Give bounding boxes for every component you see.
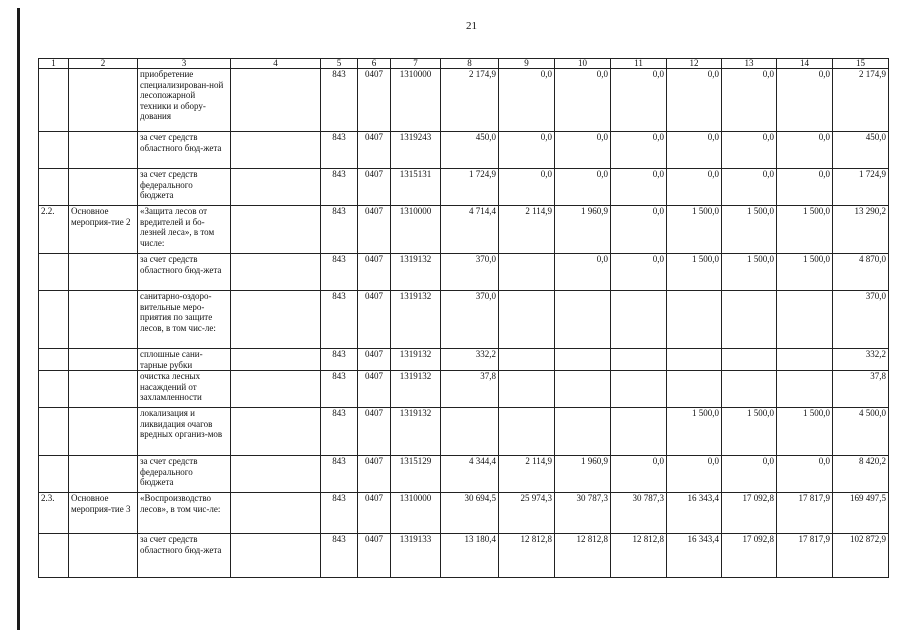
year-amount-cell: 0,0 — [722, 69, 777, 132]
year-amount-cell: 30 787,3 — [611, 493, 667, 534]
total-amount-cell: 13 290,2 — [833, 206, 889, 254]
total-amount-cell: 102 872,9 — [833, 534, 889, 578]
row-number-cell — [39, 534, 69, 578]
year-amount-cell — [777, 291, 833, 349]
executor-cell — [231, 169, 321, 206]
year-amount-cell: 1 500,0 — [667, 408, 722, 456]
ministry-code-cell: 843 — [321, 493, 358, 534]
year-amount-cell: 0,0 — [611, 69, 667, 132]
year-amount-cell: 0,0 — [499, 169, 555, 206]
year-amount-cell: 0,0 — [499, 69, 555, 132]
ministry-code-cell: 843 — [321, 206, 358, 254]
table-row — [39, 349, 889, 371]
year-amount-cell: 2 174,9 — [441, 69, 499, 132]
table-row — [39, 534, 889, 578]
year-amount-cell — [667, 371, 722, 408]
executor-cell — [231, 534, 321, 578]
year-amount-cell: 1 500,0 — [777, 206, 833, 254]
year-amount-cell: 1 960,9 — [555, 206, 611, 254]
target-code-cell: 1319243 — [391, 132, 441, 169]
section-code-cell: 0407 — [358, 206, 391, 254]
ministry-code-cell: 843 — [321, 169, 358, 206]
year-amount-cell: 450,0 — [441, 132, 499, 169]
year-amount-cell — [555, 291, 611, 349]
column-header: 8 — [441, 59, 499, 69]
target-code-cell: 1319132 — [391, 254, 441, 291]
total-amount-cell: 169 497,5 — [833, 493, 889, 534]
section-code-cell: 0407 — [358, 69, 391, 132]
target-code-cell: 1315131 — [391, 169, 441, 206]
activity-name-cell — [69, 371, 138, 408]
table-row — [39, 206, 889, 254]
table-row — [39, 254, 889, 291]
target-code-cell: 1319132 — [391, 349, 441, 371]
year-amount-cell: 0,0 — [777, 456, 833, 493]
year-amount-cell: 370,0 — [441, 291, 499, 349]
activity-name-cell — [69, 169, 138, 206]
row-number-cell — [39, 371, 69, 408]
description-cell: санитарно-оздоро-вительные меро-приятия по защите лесов, в том чис-ле: — [138, 291, 231, 349]
year-amount-cell — [499, 408, 555, 456]
year-amount-cell: 12 812,8 — [611, 534, 667, 578]
row-number-cell: 2.3. — [39, 493, 69, 534]
year-amount-cell — [611, 408, 667, 456]
total-amount-cell: 1 724,9 — [833, 169, 889, 206]
year-amount-cell: 0,0 — [722, 169, 777, 206]
ministry-code-cell: 843 — [321, 254, 358, 291]
target-code-cell: 1319132 — [391, 408, 441, 456]
activity-name-cell: Основное мероприя-тие 3 — [69, 493, 138, 534]
description-cell: за счет средств областного бюд-жета — [138, 132, 231, 169]
year-amount-cell: 17 092,8 — [722, 493, 777, 534]
year-amount-cell: 332,2 — [441, 349, 499, 371]
column-header: 13 — [722, 59, 777, 69]
column-header: 3 — [138, 59, 231, 69]
total-amount-cell: 450,0 — [833, 132, 889, 169]
budget-table-body — [39, 69, 889, 578]
budget-table — [38, 58, 889, 578]
year-amount-cell — [499, 349, 555, 371]
executor-cell — [231, 349, 321, 371]
year-amount-cell: 13 180,4 — [441, 534, 499, 578]
executor-cell — [231, 291, 321, 349]
section-code-cell: 0407 — [358, 132, 391, 169]
description-cell: очистка лесных насаждений от захламленности — [138, 371, 231, 408]
year-amount-cell: 1 500,0 — [722, 254, 777, 291]
year-amount-cell: 0,0 — [555, 132, 611, 169]
column-number-row — [39, 59, 889, 69]
year-amount-cell: 1 960,9 — [555, 456, 611, 493]
year-amount-cell: 37,8 — [441, 371, 499, 408]
year-amount-cell: 0,0 — [555, 169, 611, 206]
year-amount-cell: 0,0 — [777, 69, 833, 132]
row-number-cell: 2.2. — [39, 206, 69, 254]
section-code-cell: 0407 — [358, 493, 391, 534]
executor-cell — [231, 456, 321, 493]
table-row — [39, 291, 889, 349]
ministry-code-cell: 843 — [321, 69, 358, 132]
year-amount-cell: 4 714,4 — [441, 206, 499, 254]
description-cell: «Воспроизводство лесов», в том чис-ле: — [138, 493, 231, 534]
column-header: 11 — [611, 59, 667, 69]
activity-name-cell — [69, 534, 138, 578]
year-amount-cell: 17 092,8 — [722, 534, 777, 578]
year-amount-cell: 12 812,8 — [499, 534, 555, 578]
section-code-cell: 0407 — [358, 534, 391, 578]
total-amount-cell: 332,2 — [833, 349, 889, 371]
row-number-cell — [39, 408, 69, 456]
table-row — [39, 408, 889, 456]
table-row — [39, 456, 889, 493]
year-amount-cell — [499, 254, 555, 291]
year-amount-cell — [777, 371, 833, 408]
year-amount-cell: 17 817,9 — [777, 493, 833, 534]
year-amount-cell: 0,0 — [667, 169, 722, 206]
year-amount-cell — [555, 349, 611, 371]
target-code-cell: 1319133 — [391, 534, 441, 578]
column-header: 14 — [777, 59, 833, 69]
year-amount-cell — [441, 408, 499, 456]
activity-name-cell — [69, 456, 138, 493]
year-amount-cell: 25 974,3 — [499, 493, 555, 534]
activity-name-cell — [69, 254, 138, 291]
target-code-cell: 1319132 — [391, 371, 441, 408]
total-amount-cell: 4 500,0 — [833, 408, 889, 456]
ministry-code-cell: 843 — [321, 349, 358, 371]
year-amount-cell — [611, 349, 667, 371]
column-header: 5 — [321, 59, 358, 69]
executor-cell — [231, 493, 321, 534]
year-amount-cell: 1 500,0 — [667, 206, 722, 254]
activity-name-cell — [69, 69, 138, 132]
year-amount-cell — [722, 291, 777, 349]
year-amount-cell: 370,0 — [441, 254, 499, 291]
target-code-cell: 1310000 — [391, 206, 441, 254]
ministry-code-cell: 843 — [321, 408, 358, 456]
table-row — [39, 169, 889, 206]
year-amount-cell: 1 500,0 — [722, 206, 777, 254]
row-number-cell — [39, 132, 69, 169]
year-amount-cell: 0,0 — [667, 132, 722, 169]
target-code-cell: 1310000 — [391, 493, 441, 534]
executor-cell — [231, 132, 321, 169]
column-header: 7 — [391, 59, 441, 69]
activity-name-cell — [69, 291, 138, 349]
year-amount-cell — [611, 291, 667, 349]
year-amount-cell: 0,0 — [611, 132, 667, 169]
year-amount-cell: 30 787,3 — [555, 493, 611, 534]
description-cell: сплошные сани-тарные рубки — [138, 349, 231, 371]
executor-cell — [231, 206, 321, 254]
table-row — [39, 371, 889, 408]
table-row — [39, 132, 889, 169]
activity-name-cell — [69, 408, 138, 456]
table-row — [39, 69, 889, 132]
year-amount-cell — [722, 349, 777, 371]
activity-name-cell: Основное мероприя-тие 2 — [69, 206, 138, 254]
total-amount-cell: 4 870,0 — [833, 254, 889, 291]
year-amount-cell: 1 500,0 — [722, 408, 777, 456]
year-amount-cell — [555, 371, 611, 408]
description-cell: за счет средств областного бюд-жета — [138, 254, 231, 291]
year-amount-cell — [555, 408, 611, 456]
year-amount-cell: 17 817,9 — [777, 534, 833, 578]
year-amount-cell — [777, 349, 833, 371]
year-amount-cell — [667, 291, 722, 349]
row-number-cell — [39, 69, 69, 132]
section-code-cell: 0407 — [358, 456, 391, 493]
year-amount-cell: 0,0 — [611, 169, 667, 206]
year-amount-cell: 0,0 — [722, 132, 777, 169]
year-amount-cell: 4 344,4 — [441, 456, 499, 493]
ministry-code-cell: 843 — [321, 132, 358, 169]
year-amount-cell: 2 114,9 — [499, 456, 555, 493]
total-amount-cell: 37,8 — [833, 371, 889, 408]
row-number-cell — [39, 291, 69, 349]
year-amount-cell: 0,0 — [611, 206, 667, 254]
year-amount-cell: 1 500,0 — [777, 254, 833, 291]
year-amount-cell — [611, 371, 667, 408]
ministry-code-cell: 843 — [321, 534, 358, 578]
section-code-cell: 0407 — [358, 371, 391, 408]
column-header: 12 — [667, 59, 722, 69]
ministry-code-cell: 843 — [321, 456, 358, 493]
year-amount-cell: 0,0 — [722, 456, 777, 493]
year-amount-cell: 1 724,9 — [441, 169, 499, 206]
column-header: 9 — [499, 59, 555, 69]
year-amount-cell — [722, 371, 777, 408]
year-amount-cell: 2 114,9 — [499, 206, 555, 254]
section-code-cell: 0407 — [358, 169, 391, 206]
description-cell: локализация и ликвидация очагов вредных организ-мов — [138, 408, 231, 456]
total-amount-cell: 370,0 — [833, 291, 889, 349]
column-header: 2 — [69, 59, 138, 69]
year-amount-cell: 16 343,4 — [667, 493, 722, 534]
executor-cell — [231, 371, 321, 408]
year-amount-cell: 0,0 — [777, 169, 833, 206]
executor-cell — [231, 408, 321, 456]
row-number-cell — [39, 169, 69, 206]
executor-cell — [231, 254, 321, 291]
year-amount-cell: 0,0 — [667, 69, 722, 132]
column-header: 6 — [358, 59, 391, 69]
year-amount-cell — [499, 371, 555, 408]
year-amount-cell: 0,0 — [611, 254, 667, 291]
year-amount-cell: 0,0 — [555, 254, 611, 291]
year-amount-cell: 0,0 — [499, 132, 555, 169]
year-amount-cell: 0,0 — [611, 456, 667, 493]
total-amount-cell: 2 174,9 — [833, 69, 889, 132]
ministry-code-cell: 843 — [321, 291, 358, 349]
section-code-cell: 0407 — [358, 408, 391, 456]
section-code-cell: 0407 — [358, 349, 391, 371]
year-amount-cell — [667, 349, 722, 371]
year-amount-cell: 1 500,0 — [667, 254, 722, 291]
year-amount-cell: 0,0 — [555, 69, 611, 132]
ministry-code-cell: 843 — [321, 371, 358, 408]
description-cell: за счет средств федерального бюджета — [138, 169, 231, 206]
description-cell: за счет средств федерального бюджета — [138, 456, 231, 493]
executor-cell — [231, 69, 321, 132]
section-code-cell: 0407 — [358, 291, 391, 349]
row-number-cell — [39, 456, 69, 493]
column-header: 10 — [555, 59, 611, 69]
column-header: 4 — [231, 59, 321, 69]
description-cell: приобретение специализирован-ной лесопожарной техники и обору-дования — [138, 69, 231, 132]
table-row — [39, 493, 889, 534]
year-amount-cell: 1 500,0 — [777, 408, 833, 456]
scan-edge-bar — [17, 8, 20, 630]
description-cell: «Защита лесов от вредителей и бо-лезней леса», в том числе: — [138, 206, 231, 254]
year-amount-cell: 0,0 — [667, 456, 722, 493]
row-number-cell — [39, 349, 69, 371]
activity-name-cell — [69, 349, 138, 371]
target-code-cell: 1315129 — [391, 456, 441, 493]
target-code-cell: 1310000 — [391, 69, 441, 132]
year-amount-cell: 12 812,8 — [555, 534, 611, 578]
total-amount-cell: 8 420,2 — [833, 456, 889, 493]
description-cell: за счет средств областного бюд-жета — [138, 534, 231, 578]
year-amount-cell: 16 343,4 — [667, 534, 722, 578]
section-code-cell: 0407 — [358, 254, 391, 291]
target-code-cell: 1319132 — [391, 291, 441, 349]
year-amount-cell: 0,0 — [777, 132, 833, 169]
year-amount-cell: 30 694,5 — [441, 493, 499, 534]
row-number-cell — [39, 254, 69, 291]
column-header: 1 — [39, 59, 69, 69]
activity-name-cell — [69, 132, 138, 169]
year-amount-cell — [499, 291, 555, 349]
column-header: 15 — [833, 59, 889, 69]
page-number: 21 — [466, 20, 477, 32]
